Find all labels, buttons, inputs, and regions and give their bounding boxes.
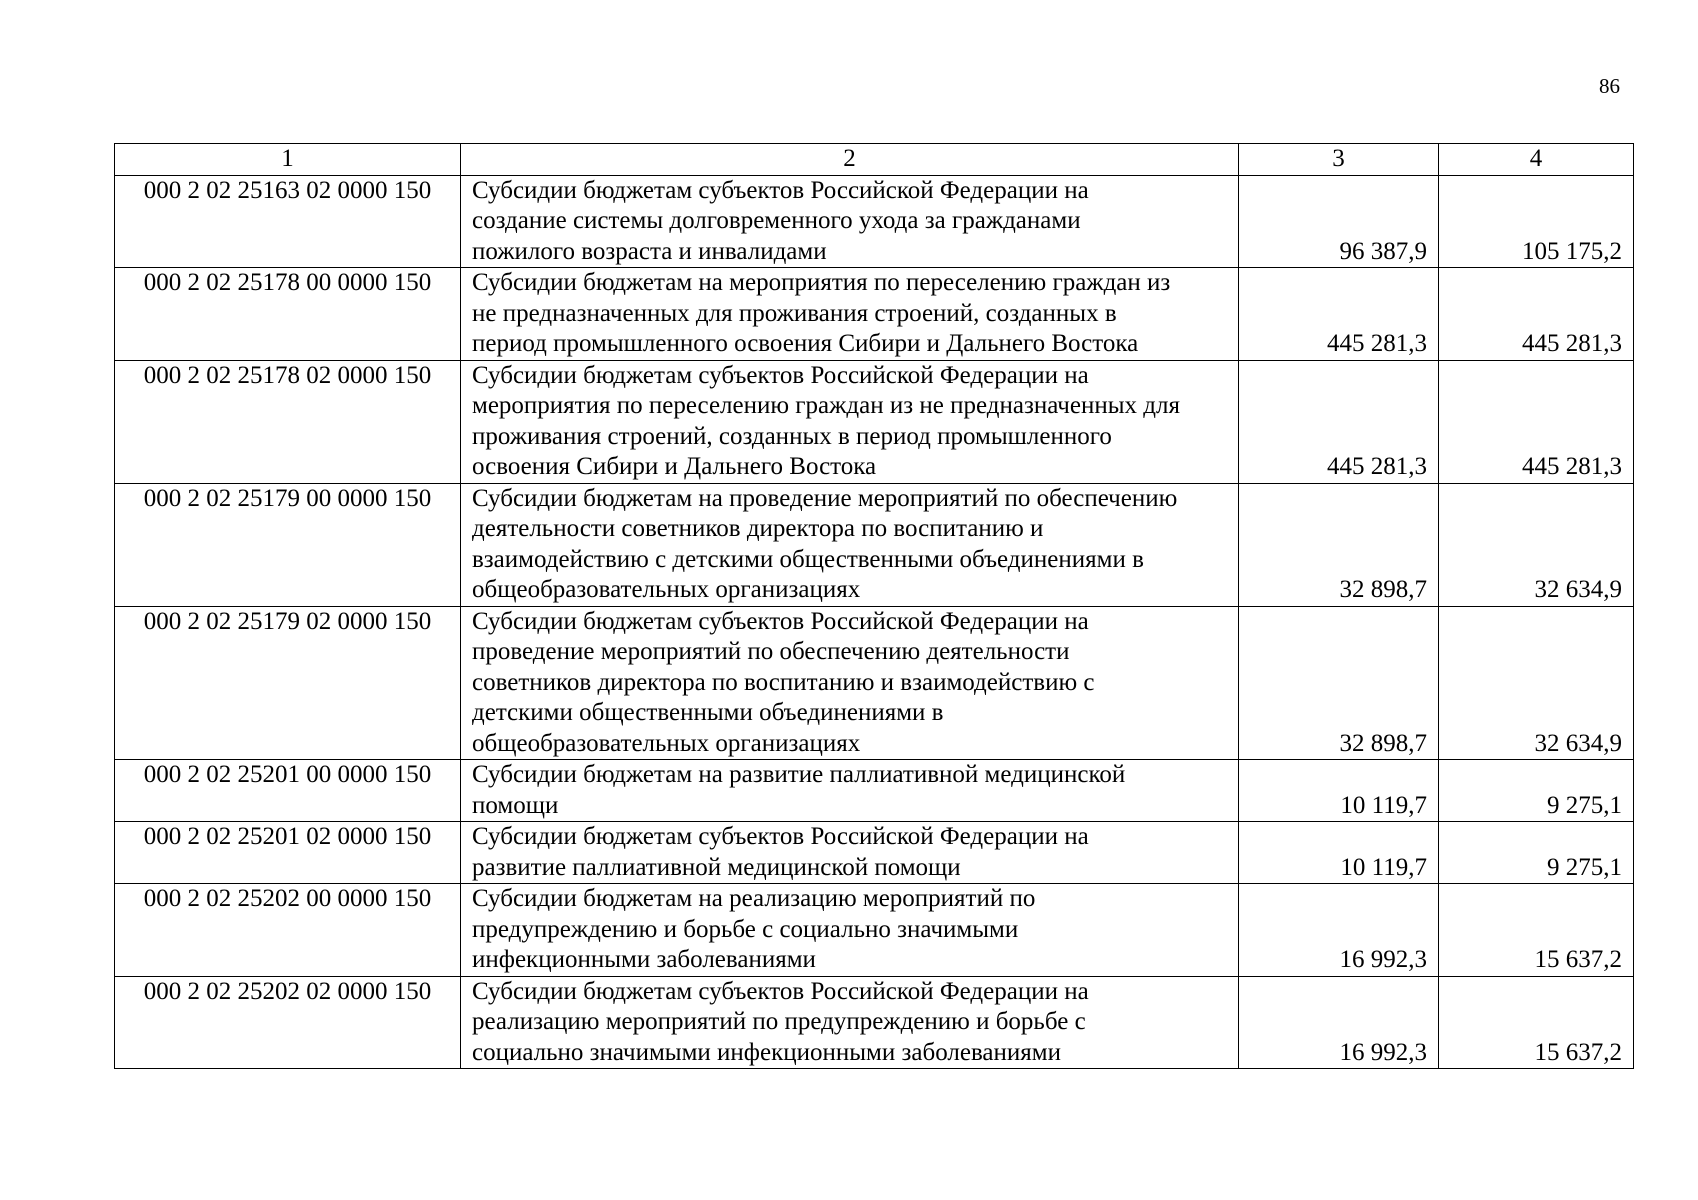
amount-col4-cell: 32 634,9	[1439, 606, 1634, 760]
budget-code-cell: 000 2 02 25202 02 0000 150	[115, 976, 461, 1069]
table-row	[115, 360, 1634, 483]
amount-col3-cell: 32 898,7	[1239, 606, 1439, 760]
table-row	[115, 884, 1634, 977]
description-cell: Субсидии бюджетам субъектов Российской Федерации на создание системы долговременного ухода за гражданами пожилого возраста и инвалидами	[461, 175, 1239, 268]
page-number: 86	[1599, 74, 1620, 98]
description-cell: Субсидии бюджетам субъектов Российской Федерации на реализацию мероприятий по предупреждению и борьбе с социально значимыми инфекционными заболеваниями	[461, 976, 1239, 1069]
description-cell: Субсидии бюджетам на мероприятия по переселению граждан из не предназначенных для проживания строений, созданных в период промышленного освоения Сибири и Дальнего Востока	[461, 268, 1239, 361]
description-cell: Субсидии бюджетам субъектов Российской Федерации на развитие паллиативной медицинской помощи	[461, 822, 1239, 884]
amount-col4-cell: 15 637,2	[1439, 884, 1634, 977]
column-header-3: 3	[1239, 144, 1439, 176]
table-row	[115, 760, 1634, 822]
budget-code-cell: 000 2 02 25163 02 0000 150	[115, 175, 461, 268]
budget-code-cell: 000 2 02 25179 02 0000 150	[115, 606, 461, 760]
budget-code-cell: 000 2 02 25179 00 0000 150	[115, 483, 461, 606]
amount-col3-cell: 16 992,3	[1239, 884, 1439, 977]
amount-col4-cell: 15 637,2	[1439, 976, 1634, 1069]
description-cell: Субсидии бюджетам на реализацию мероприятий по предупреждению и борьбе с социально значимыми инфекционными заболеваниями	[461, 884, 1239, 977]
amount-col4-cell: 9 275,1	[1439, 822, 1634, 884]
budget-table	[114, 143, 1634, 1069]
description-cell: Субсидии бюджетам субъектов Российской Федерации на мероприятия по переселению граждан из не предназначенных для проживания строений, созданных в период промышленного освоения Сибири и Дальнего Востока	[461, 360, 1239, 483]
amount-col3-cell: 10 119,7	[1239, 822, 1439, 884]
amount-col4-cell: 445 281,3	[1439, 268, 1634, 361]
description-cell: Субсидии бюджетам субъектов Российской Федерации на проведение мероприятий по обеспечению деятельности советников директора по воспитанию и взаимодействию с детскими общественными объединениями в общеобразовательных организациях	[461, 606, 1239, 760]
budget-code-cell: 000 2 02 25178 00 0000 150	[115, 268, 461, 361]
amount-col4-cell: 9 275,1	[1439, 760, 1634, 822]
amount-col3-cell: 32 898,7	[1239, 483, 1439, 606]
amount-col3-cell: 445 281,3	[1239, 360, 1439, 483]
column-header-1: 1	[115, 144, 461, 176]
amount-col4-cell: 32 634,9	[1439, 483, 1634, 606]
amount-col4-cell: 445 281,3	[1439, 360, 1634, 483]
table-row	[115, 268, 1634, 361]
column-header-2: 2	[461, 144, 1239, 176]
budget-code-cell: 000 2 02 25201 02 0000 150	[115, 822, 461, 884]
table-header-row	[115, 144, 1634, 176]
amount-col3-cell: 96 387,9	[1239, 175, 1439, 268]
budget-code-cell: 000 2 02 25201 00 0000 150	[115, 760, 461, 822]
table-row	[115, 606, 1634, 760]
amount-col3-cell: 10 119,7	[1239, 760, 1439, 822]
amount-col3-cell: 445 281,3	[1239, 268, 1439, 361]
table-row	[115, 175, 1634, 268]
budget-code-cell: 000 2 02 25178 02 0000 150	[115, 360, 461, 483]
description-cell: Субсидии бюджетам на проведение мероприятий по обеспечению деятельности советников директора по воспитанию и взаимодействию с детскими общественными объединениями в общеобразовательных организациях	[461, 483, 1239, 606]
table-row	[115, 822, 1634, 884]
column-header-4: 4	[1439, 144, 1634, 176]
table-row	[115, 976, 1634, 1069]
budget-code-cell: 000 2 02 25202 00 0000 150	[115, 884, 461, 977]
table-row	[115, 483, 1634, 606]
description-cell: Субсидии бюджетам на развитие паллиативной медицинской помощи	[461, 760, 1239, 822]
amount-col3-cell: 16 992,3	[1239, 976, 1439, 1069]
amount-col4-cell: 105 175,2	[1439, 175, 1634, 268]
